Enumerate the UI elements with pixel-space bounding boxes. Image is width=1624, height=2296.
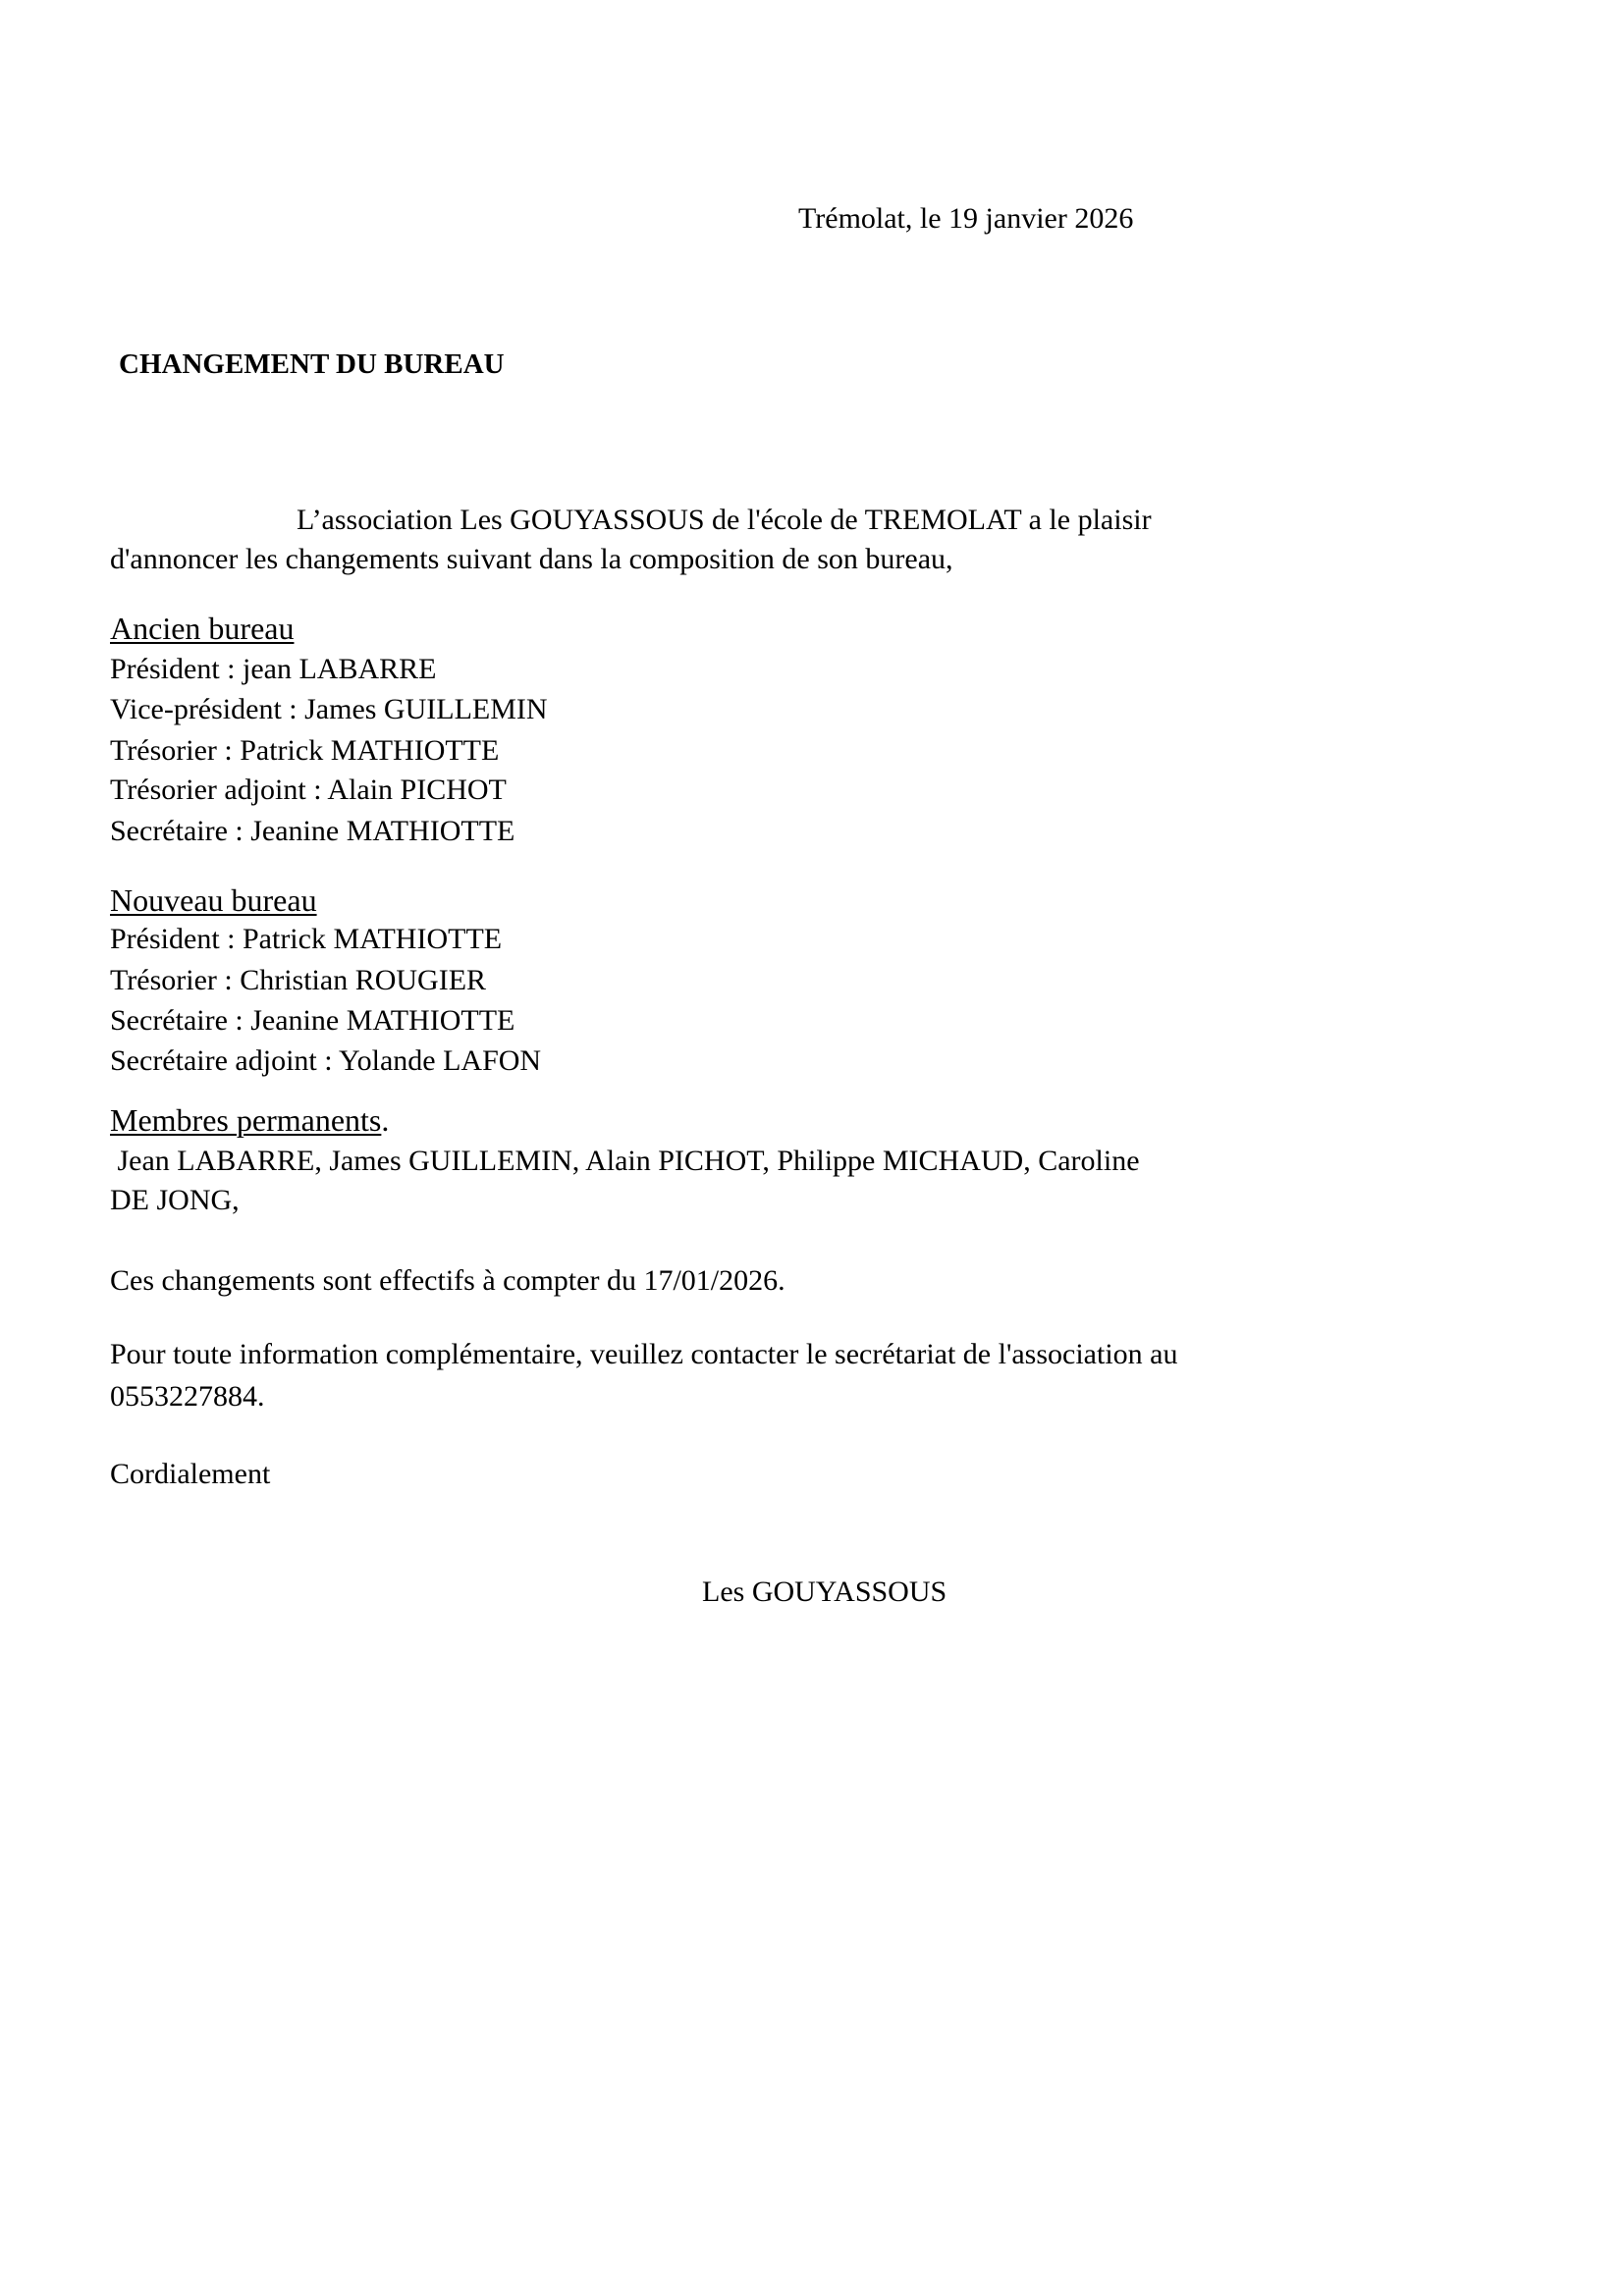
closing: Cordialement <box>110 1458 271 1490</box>
place-date: Trémolat, le 19 janvier 2026 <box>798 202 1134 235</box>
signature: Les GOUYASSOUS <box>702 1575 947 1608</box>
membres-permanents-line-2: DE JONG, <box>110 1184 240 1216</box>
membres-permanents-heading-period: . <box>381 1102 390 1138</box>
membres-permanents-heading-row <box>110 1104 389 1136</box>
ancien-bureau-heading: Ancien bureau <box>110 611 295 646</box>
intro-line-2: d'annoncer les changements suivant dans la composition de son bureau, <box>110 543 953 575</box>
membres-permanents-line-1: Jean LABARRE, James GUILLEMIN, Alain PICHOT, Philippe MICHAUD, Caroline <box>110 1145 1140 1177</box>
contact-phone: 0553227884. <box>110 1380 265 1413</box>
nouveau-member-secretaire-adjoint: Secrétaire adjoint : Yolande LAFON <box>110 1044 542 1077</box>
ancien-member-secretaire: Secrétaire : Jeanine MATHIOTTE <box>110 815 515 847</box>
ancien-member-president: Président : jean LABARRE <box>110 653 437 685</box>
nouveau-member-president: Président : Patrick MATHIOTTE <box>110 923 503 955</box>
effective-date-statement: Ces changements sont effectifs à compter du 17/01/2026. <box>110 1264 785 1297</box>
intro-line-1: L’association Les GOUYASSOUS de l'école de TREMOLAT a le plaisir <box>297 504 1152 536</box>
ancien-member-vice-president: Vice-président : James GUILLEMIN <box>110 693 548 725</box>
page-title: CHANGEMENT DU BUREAU <box>119 348 505 380</box>
nouveau-bureau-heading: Nouveau bureau <box>110 882 317 918</box>
nouveau-member-tresorier: Trésorier : Christian ROUGIER <box>110 964 487 996</box>
nouveau-member-secretaire: Secrétaire : Jeanine MATHIOTTE <box>110 1004 515 1037</box>
contact-line-1: Pour toute information complémentaire, veuillez contacter le secrétariat de l'association au <box>110 1338 1178 1370</box>
ancien-member-tresorier: Trésorier : Patrick MATHIOTTE <box>110 734 500 767</box>
ancien-member-tresorier-adjoint: Trésorier adjoint : Alain PICHOT <box>110 774 507 806</box>
membres-permanents-heading: Membres permanents <box>110 1102 382 1138</box>
